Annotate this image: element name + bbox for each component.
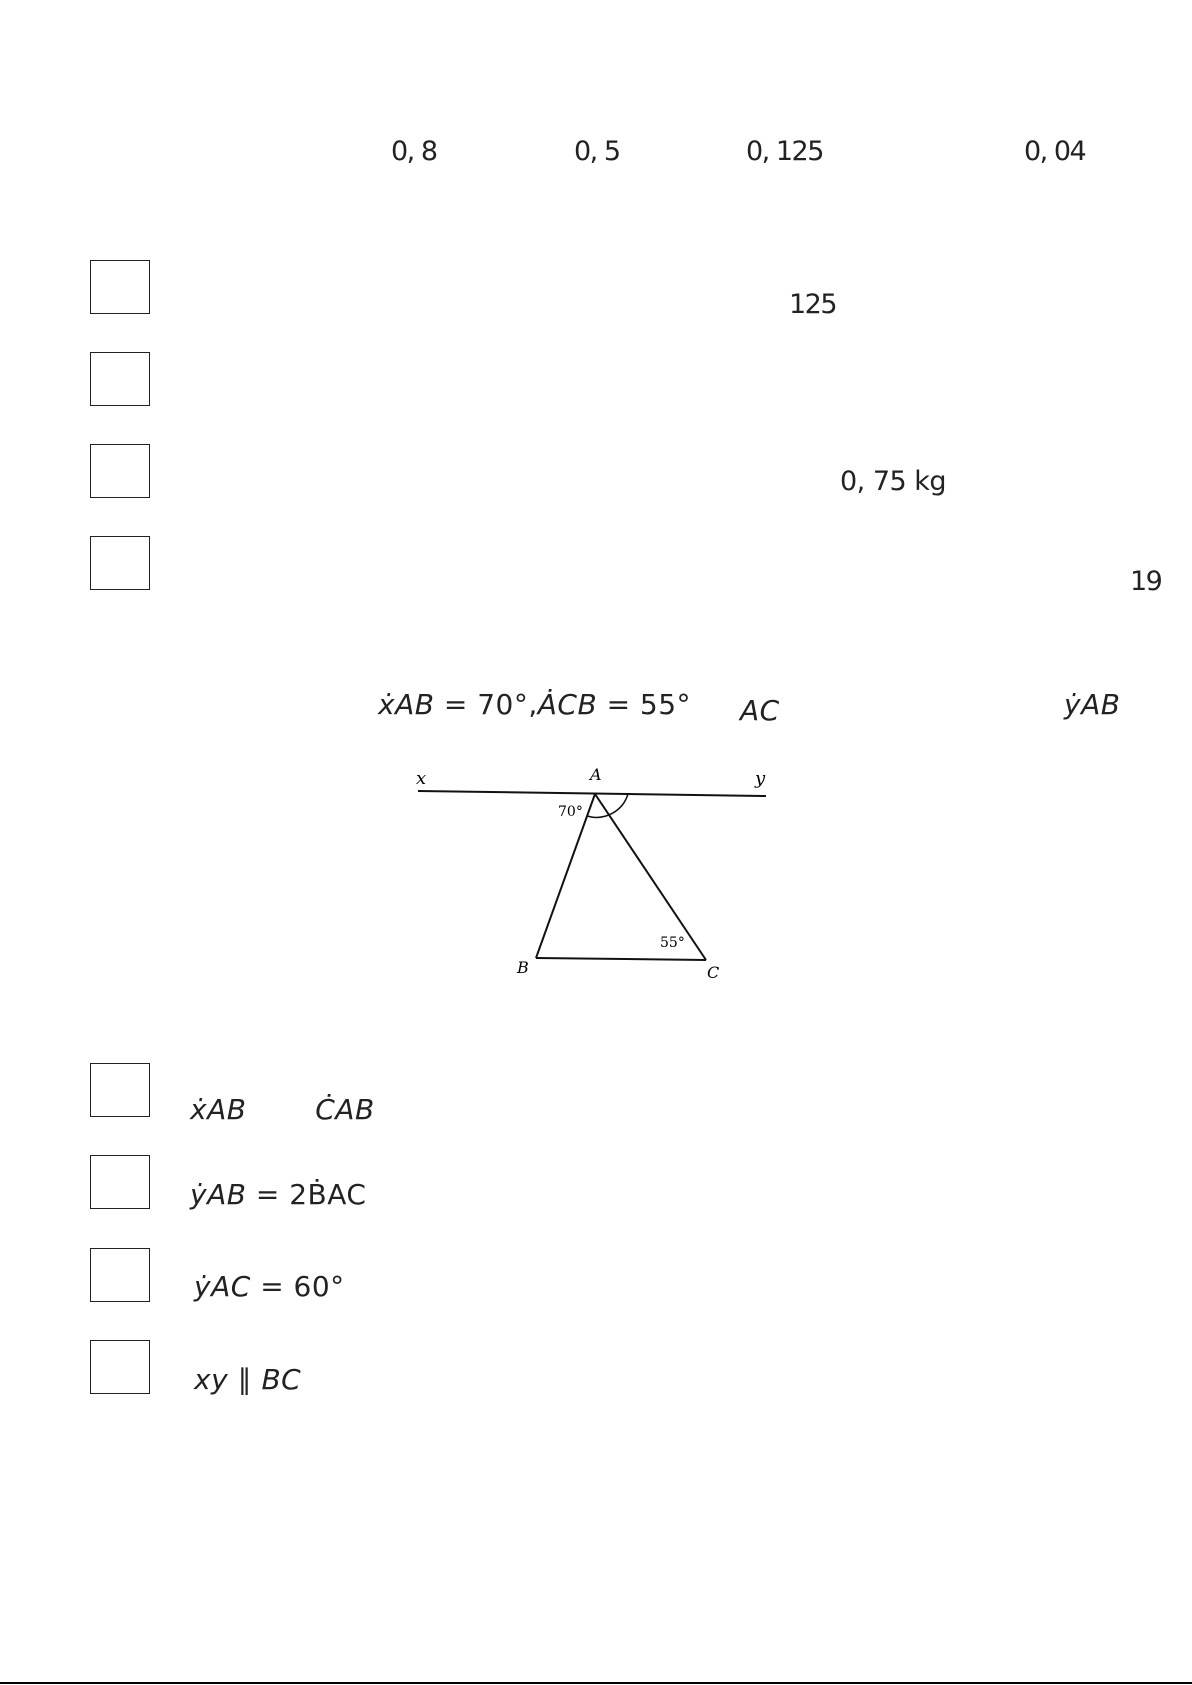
option-value-3: 0, 125 xyxy=(746,136,823,167)
triangle-figure xyxy=(400,760,800,990)
option-value-2: 0, 5 xyxy=(574,136,620,167)
label-b: B xyxy=(517,958,529,977)
statement-8-part-1: xy ∥ xyxy=(194,1363,253,1396)
answer-checkbox-1[interactable] xyxy=(90,260,150,314)
given-angle-1-value: = 70°, xyxy=(443,688,538,721)
angle-a-label: 70° xyxy=(558,804,583,820)
answer-checkbox-2[interactable] xyxy=(90,352,150,406)
statement-7 xyxy=(194,1270,345,1303)
answer-checkbox-5[interactable] xyxy=(90,1063,150,1117)
label-x: x xyxy=(416,768,427,789)
statement-4-value: 19 xyxy=(1130,566,1162,597)
given-angles xyxy=(378,688,691,721)
given-angle-1-name: ẋAB xyxy=(378,688,435,721)
statement-8 xyxy=(194,1363,301,1396)
statement-8-part-2: BC xyxy=(261,1363,302,1396)
statement-6-part-2: = 2ḂAC xyxy=(255,1178,367,1211)
statement-6 xyxy=(190,1178,366,1211)
target-angle: ẏAB xyxy=(1064,688,1121,721)
side-ac xyxy=(595,794,706,960)
statement-7-part-2: = 60° xyxy=(260,1270,345,1303)
statement-5-part-2: ĊAB xyxy=(315,1093,375,1126)
answer-checkbox-7[interactable] xyxy=(90,1248,150,1302)
line-xy xyxy=(418,791,766,796)
statement-7-part-1: ẏAC xyxy=(194,1270,251,1303)
given-angle-2-name: ȦCB xyxy=(537,688,598,721)
given-angle-2-value: = 55° xyxy=(606,688,692,721)
option-value-1: 0, 8 xyxy=(391,136,437,167)
option-value-4: 0, 04 xyxy=(1024,136,1086,167)
statement-5 xyxy=(190,1093,375,1126)
label-y: y xyxy=(755,768,766,789)
statement-6-part-1: ẏAB xyxy=(190,1178,247,1211)
angle-c-label: 55° xyxy=(660,935,685,951)
answer-checkbox-3[interactable] xyxy=(90,444,150,498)
statement-1-value: 125 xyxy=(789,289,837,320)
side-bc xyxy=(536,958,706,960)
answer-checkbox-4[interactable] xyxy=(90,536,150,590)
statement-5-part-1: ẋAB xyxy=(190,1093,247,1126)
page-bottom-rule xyxy=(0,1682,1192,1684)
answer-checkbox-6[interactable] xyxy=(90,1155,150,1209)
label-c: C xyxy=(707,963,720,982)
answer-checkbox-8[interactable] xyxy=(90,1340,150,1394)
given-segment: AC xyxy=(740,694,780,727)
label-a: A xyxy=(590,765,602,784)
statement-3-value: 0, 75 kg xyxy=(840,466,947,497)
